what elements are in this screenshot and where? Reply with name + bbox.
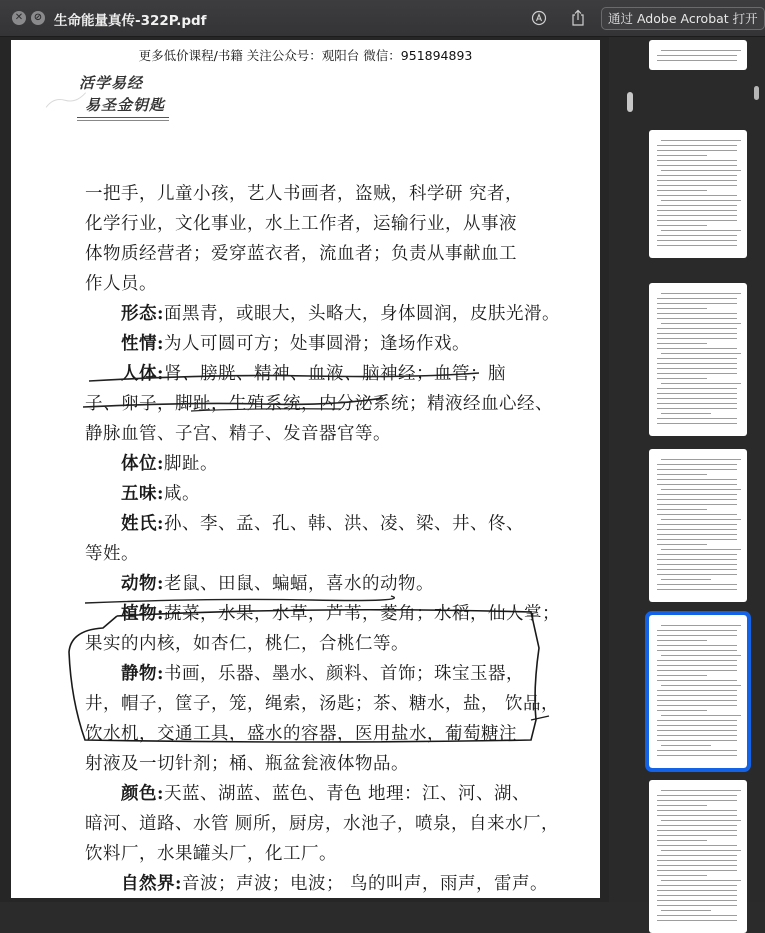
thumbnail-text-line: [657, 313, 737, 314]
thumbnail-text-line: [657, 150, 737, 151]
thumbnail-text-line: [657, 403, 737, 404]
thumbnail-text-line: [657, 815, 737, 816]
thumbnail-text-line: [657, 569, 737, 570]
thumbnail-text-line: [657, 55, 737, 56]
thumbnail-text-line: [661, 715, 741, 716]
thumbnail-text-line: [657, 915, 737, 916]
thumbnail-text-line: [657, 635, 737, 636]
thumbnail-text-line: [657, 408, 737, 409]
thumbnail-text-line: [657, 328, 737, 329]
thumbnail-text-line: [657, 190, 707, 191]
thumbnail-text-line: [657, 645, 737, 646]
thumbnail-text-line: [657, 514, 737, 515]
thumbnail-text-line: [661, 880, 741, 881]
thumbnail-text-line: [657, 398, 737, 399]
thumbnail-text-line: [657, 675, 707, 676]
thumbnail-text-line: [657, 479, 737, 480]
line-text: 咸。: [163, 484, 200, 504]
line-label: 体位:: [121, 454, 164, 474]
minimize-icon[interactable]: ⊘: [31, 11, 45, 25]
thumbnail-text-line: [657, 795, 737, 796]
page-thumbnail[interactable]: [649, 130, 747, 258]
text-line: [85, 390, 553, 415]
line-text: 蔬菜，水果，水草，芦苇，菱角；水稻，仙人掌；: [163, 604, 560, 624]
line-text: 化学行业，文化事业，水上工作者，运输行业，从事液: [85, 214, 517, 234]
thumbnail-text-line: [657, 670, 737, 671]
thumbnail-text-line: [657, 499, 737, 500]
thumbnail-text-line: [657, 363, 737, 364]
close-icon[interactable]: ✕: [12, 11, 26, 25]
text-line: [85, 180, 523, 205]
thumbnail-text-line: [657, 539, 737, 540]
thumbnail-text-line: [661, 140, 741, 141]
thumbnail-text-line: [657, 303, 737, 304]
thumbnail-text-line: [661, 685, 741, 686]
thumbnail-text-line: [657, 650, 737, 651]
sidebar-scrollbar[interactable]: [754, 86, 759, 100]
thumbnail-text-line: [657, 175, 737, 176]
thumbnail-text-line: [657, 308, 707, 309]
thumbnail-text-line: [657, 318, 737, 319]
labeled-text-line: [121, 510, 524, 535]
thumbnail-text-line: [657, 855, 737, 856]
thumbnail-text-line: [657, 705, 737, 706]
line-text: 脚趾。: [163, 454, 218, 474]
thumbnail-text-line: [657, 865, 737, 866]
thumbnail-text-line: [661, 459, 741, 460]
thumbnail-text-line: [661, 170, 741, 171]
thumbnail-text-line: [661, 323, 741, 324]
line-label: 人体:: [121, 364, 164, 384]
open-in-acrobat-button[interactable]: 通过 Adobe Acrobat 打开: [601, 7, 765, 30]
running-header-title: 活学易经: [79, 74, 144, 92]
text-line: [85, 630, 409, 655]
text-line: [85, 270, 157, 295]
thumbnail-text-line: [657, 665, 737, 666]
thumbnail-text-line: [657, 60, 737, 61]
thumbnail-text-line: [657, 875, 707, 876]
page-thumbnail[interactable]: [649, 40, 747, 70]
thumbnail-text-line: [657, 630, 737, 631]
labeled-text-line: [121, 300, 560, 325]
thumbnail-text-line: [657, 725, 737, 726]
thumbnail-text-line: [657, 835, 737, 836]
header-rule: [77, 117, 169, 118]
line-text: 暗河、道路、水管 厕所，厨房，水池子，喷泉，自来水厂，: [85, 814, 560, 834]
labeled-text-line: [121, 660, 524, 685]
thumbnail-text-line: [657, 900, 737, 901]
thumbnail-text-line: [657, 343, 707, 344]
line-text: 静脉血管、子宫、精子、发音器官等。: [85, 424, 391, 444]
thumbnail-text-line: [661, 200, 741, 201]
thumbnail-text-line: [657, 225, 707, 226]
line-text: 果实的内核，如杏仁，桃仁，合桃仁等。: [85, 634, 409, 654]
line-text: 面黑青，或眼大，头略大，身体圆润，皮肤光滑。: [163, 304, 560, 324]
thumbnail-text-line: [657, 559, 737, 560]
labeled-text-line: [121, 600, 560, 625]
thumbnail-text-line: [657, 695, 737, 696]
thumbnail-text-line: [657, 165, 737, 166]
thumbnail-text-line: [657, 700, 737, 701]
thumbnail-text-line: [657, 805, 707, 806]
line-text: 饮水机，交通工具，盛水的容器，医用盐水，葡萄糖注: [85, 724, 517, 744]
thumbnail-text-line: [657, 529, 737, 530]
thumbnail-text-line: [657, 830, 737, 831]
line-text: 书画，乐器、墨水、颜料、首饰；珠宝玉器，: [163, 664, 524, 684]
line-text: 音波；声波；电波； 鸟的叫声，雨声，雷声。: [181, 874, 549, 894]
header-rule: [77, 120, 169, 121]
page-thumbnail[interactable]: [649, 780, 747, 933]
pdf-page: [11, 40, 600, 898]
thumbnail-text-line: [657, 680, 737, 681]
thumbnail-text-line: [657, 155, 707, 156]
thumbnail-text-line: [661, 413, 711, 414]
thumbnail-text-line: [657, 825, 737, 826]
thumbnail-text-line: [661, 910, 711, 911]
thumbnail-text-line: [657, 740, 737, 741]
thumbnail-text-line: [657, 338, 737, 339]
text-line: [85, 420, 391, 445]
thumbnail-text-line: [657, 810, 737, 811]
text-line: [85, 810, 559, 835]
thumbnail-text-line: [657, 564, 737, 565]
thumbnail-text-line: [661, 745, 711, 746]
thumbnail-text-line: [661, 293, 741, 294]
thumbnail-text-line: [661, 820, 741, 821]
thumbnail-text-line: [657, 423, 737, 424]
line-label: 动物:: [121, 574, 164, 594]
thumbnail-text-line: [657, 494, 737, 495]
thumbnail-text-line: [657, 905, 737, 906]
labeled-text-line: [121, 480, 200, 505]
line-label: 姓氏:: [121, 514, 164, 534]
thumbnail-text-line: [657, 730, 737, 731]
thumbnail-text-line: [657, 860, 737, 861]
thumbnail-text-line: [657, 524, 737, 525]
line-text: 肾、膀胱、精神、血液、脑神经；血管；脑: [163, 364, 506, 384]
line-text: 井，帽子，筐子，笼，绳索，汤匙；茶、糖水，盐， 饮品，: [85, 694, 560, 714]
text-line: [85, 240, 517, 265]
thumbnail-text-line: [657, 160, 737, 161]
thumbnail-text-line: [657, 358, 737, 359]
thumbnail-text-line: [657, 145, 737, 146]
thumbnail-text-line: [661, 549, 741, 550]
labeled-text-line: [121, 870, 548, 895]
line-label: 颜色:: [121, 784, 164, 804]
text-line: [85, 210, 517, 235]
thumbnail-text-line: [661, 579, 711, 580]
thumbnail-text-line: [657, 464, 737, 465]
thumbnail-text-line: [657, 210, 737, 211]
line-text: 作人员。: [85, 274, 157, 294]
thumbnail-text-line: [657, 220, 737, 221]
text-line: [85, 750, 409, 775]
thumbnail-text-line: [657, 589, 737, 590]
thumbnail-text-line: [661, 50, 741, 51]
thumbnail-text-line: [657, 840, 707, 841]
page-banner: 更多低价课程/书籍 关注公众号：观阳台 微信：951894893: [138, 48, 473, 63]
thumbnail-text-line: [657, 885, 737, 886]
text-line: [85, 720, 517, 745]
thumbnail-text-line: [657, 418, 737, 419]
thumbnail-text-line: [661, 850, 741, 851]
text-line: [85, 540, 139, 565]
thumbnail-text-line: [661, 230, 741, 231]
line-label: 形态:: [121, 304, 164, 324]
labeled-text-line: [121, 330, 470, 355]
line-label: 性情:: [121, 334, 164, 354]
thumbnail-text-line: [657, 484, 737, 485]
line-text: 子、卵子，脚趾，生殖系统，内分泌系统；精液经血心经、: [85, 394, 553, 414]
thumbnail-text-line: [657, 800, 737, 801]
thumbnail-text-line: [661, 655, 741, 656]
thumbnail-text-line: [657, 690, 737, 691]
labeled-text-line: [121, 360, 506, 385]
text-line: [85, 840, 337, 865]
thumbnail-text-line: [657, 474, 707, 475]
thumbnail-text-line: [657, 890, 737, 891]
thumbnail-text-line: [657, 735, 737, 736]
running-header-subtitle: 易圣金钥匙: [85, 96, 166, 114]
thumbnail-text-line: [657, 180, 737, 181]
thumbnail-text-line: [657, 205, 737, 206]
thumbnail-text-line: [657, 584, 737, 585]
thumbnail-text-line: [657, 750, 737, 751]
labeled-text-line: [121, 780, 530, 805]
thumbnail-text-line: [661, 790, 741, 791]
page-scrollbar[interactable]: [627, 92, 633, 112]
thumbnail-text-line: [657, 240, 737, 241]
page-thumbnail[interactable]: [649, 283, 747, 436]
thumbnail-text-line: [657, 710, 707, 711]
markup-icon[interactable]: [530, 9, 548, 27]
thumbnail-text-line: [657, 195, 737, 196]
thumbnail-text-line: [661, 519, 741, 520]
thumbnail-text-line: [657, 870, 737, 871]
thumbnail-text-line: [657, 554, 737, 555]
line-text: 射液及一切针剂；桶、瓶盆瓮液体物品。: [85, 754, 409, 774]
thumbnail-text-line: [657, 378, 707, 379]
thumbnail-text-line: [657, 348, 737, 349]
thumbnail-text-line: [657, 534, 737, 535]
line-text: 老鼠、田鼠、蝙蝠，喜水的动物。: [163, 574, 434, 594]
thumbnail-text-line: [657, 388, 737, 389]
line-text: 一把手，儿童小孩，艺人书画者，盗贼，科学研 究者，: [85, 184, 524, 204]
thumbnail-text-line: [661, 383, 741, 384]
thumbnail-text-line: [657, 185, 737, 186]
thumbnail-text-line: [661, 353, 741, 354]
thumbnail-text-line: [657, 544, 707, 545]
thumbnail-text-line: [657, 920, 737, 921]
thumbnail-text-line: [657, 235, 737, 236]
thumbnail-text-line: [657, 755, 737, 756]
page-thumbnail[interactable]: [649, 449, 747, 602]
thumbnail-text-line: [661, 625, 741, 626]
thumbnail-text-line: [657, 393, 737, 394]
line-text: 为人可圆可方；处事圆滑；逢场作戏。: [163, 334, 470, 354]
thumbnail-text-line: [657, 504, 737, 505]
thumbnail-text-line: [657, 298, 737, 299]
thumbnail-text-line: [657, 373, 737, 374]
line-label: 五味:: [121, 484, 164, 504]
line-text: 体物质经营者；爱穿蓝衣者，流血者；负责从事献血工: [85, 244, 517, 264]
thumbnail-text-line: [657, 215, 737, 216]
thumbnail-text-line: [657, 845, 737, 846]
thumbnail-text-line: [661, 489, 741, 490]
line-text: 天蓝、湖蓝、蓝色、青色 地理：江、河、湖、: [163, 784, 531, 804]
line-label: 植物:: [121, 604, 164, 624]
labeled-text-line: [121, 450, 218, 475]
thumbnail-text-line: [657, 640, 707, 641]
thumbnail-text-line: [657, 574, 737, 575]
thumbnail-text-line: [657, 245, 737, 246]
thumbnail-text-line: [657, 720, 737, 721]
page-thumbnail[interactable]: [649, 615, 747, 768]
thumbnail-text-line: [657, 333, 737, 334]
thumbnail-text-line: [657, 368, 737, 369]
thumbnail-text-line: [657, 895, 737, 896]
title-bar: [0, 0, 765, 37]
line-text: 等姓。: [85, 544, 139, 564]
window-title: 生命能量真传-322P.pdf: [54, 13, 207, 29]
line-label: 自然界:: [121, 874, 182, 894]
labeled-text-line: [121, 570, 434, 595]
thumbnail-text-line: [657, 660, 737, 661]
line-text: 孙、李、孟、孔、韩、洪、凌、梁、井、佟、: [163, 514, 524, 534]
line-text: 饮料厂，水果罐头厂，化工厂。: [85, 844, 337, 864]
thumbnail-text-line: [657, 469, 737, 470]
share-icon[interactable]: [569, 9, 587, 27]
line-label: 静物:: [121, 664, 164, 684]
thumbnail-text-line: [657, 509, 707, 510]
text-line: [85, 690, 559, 715]
